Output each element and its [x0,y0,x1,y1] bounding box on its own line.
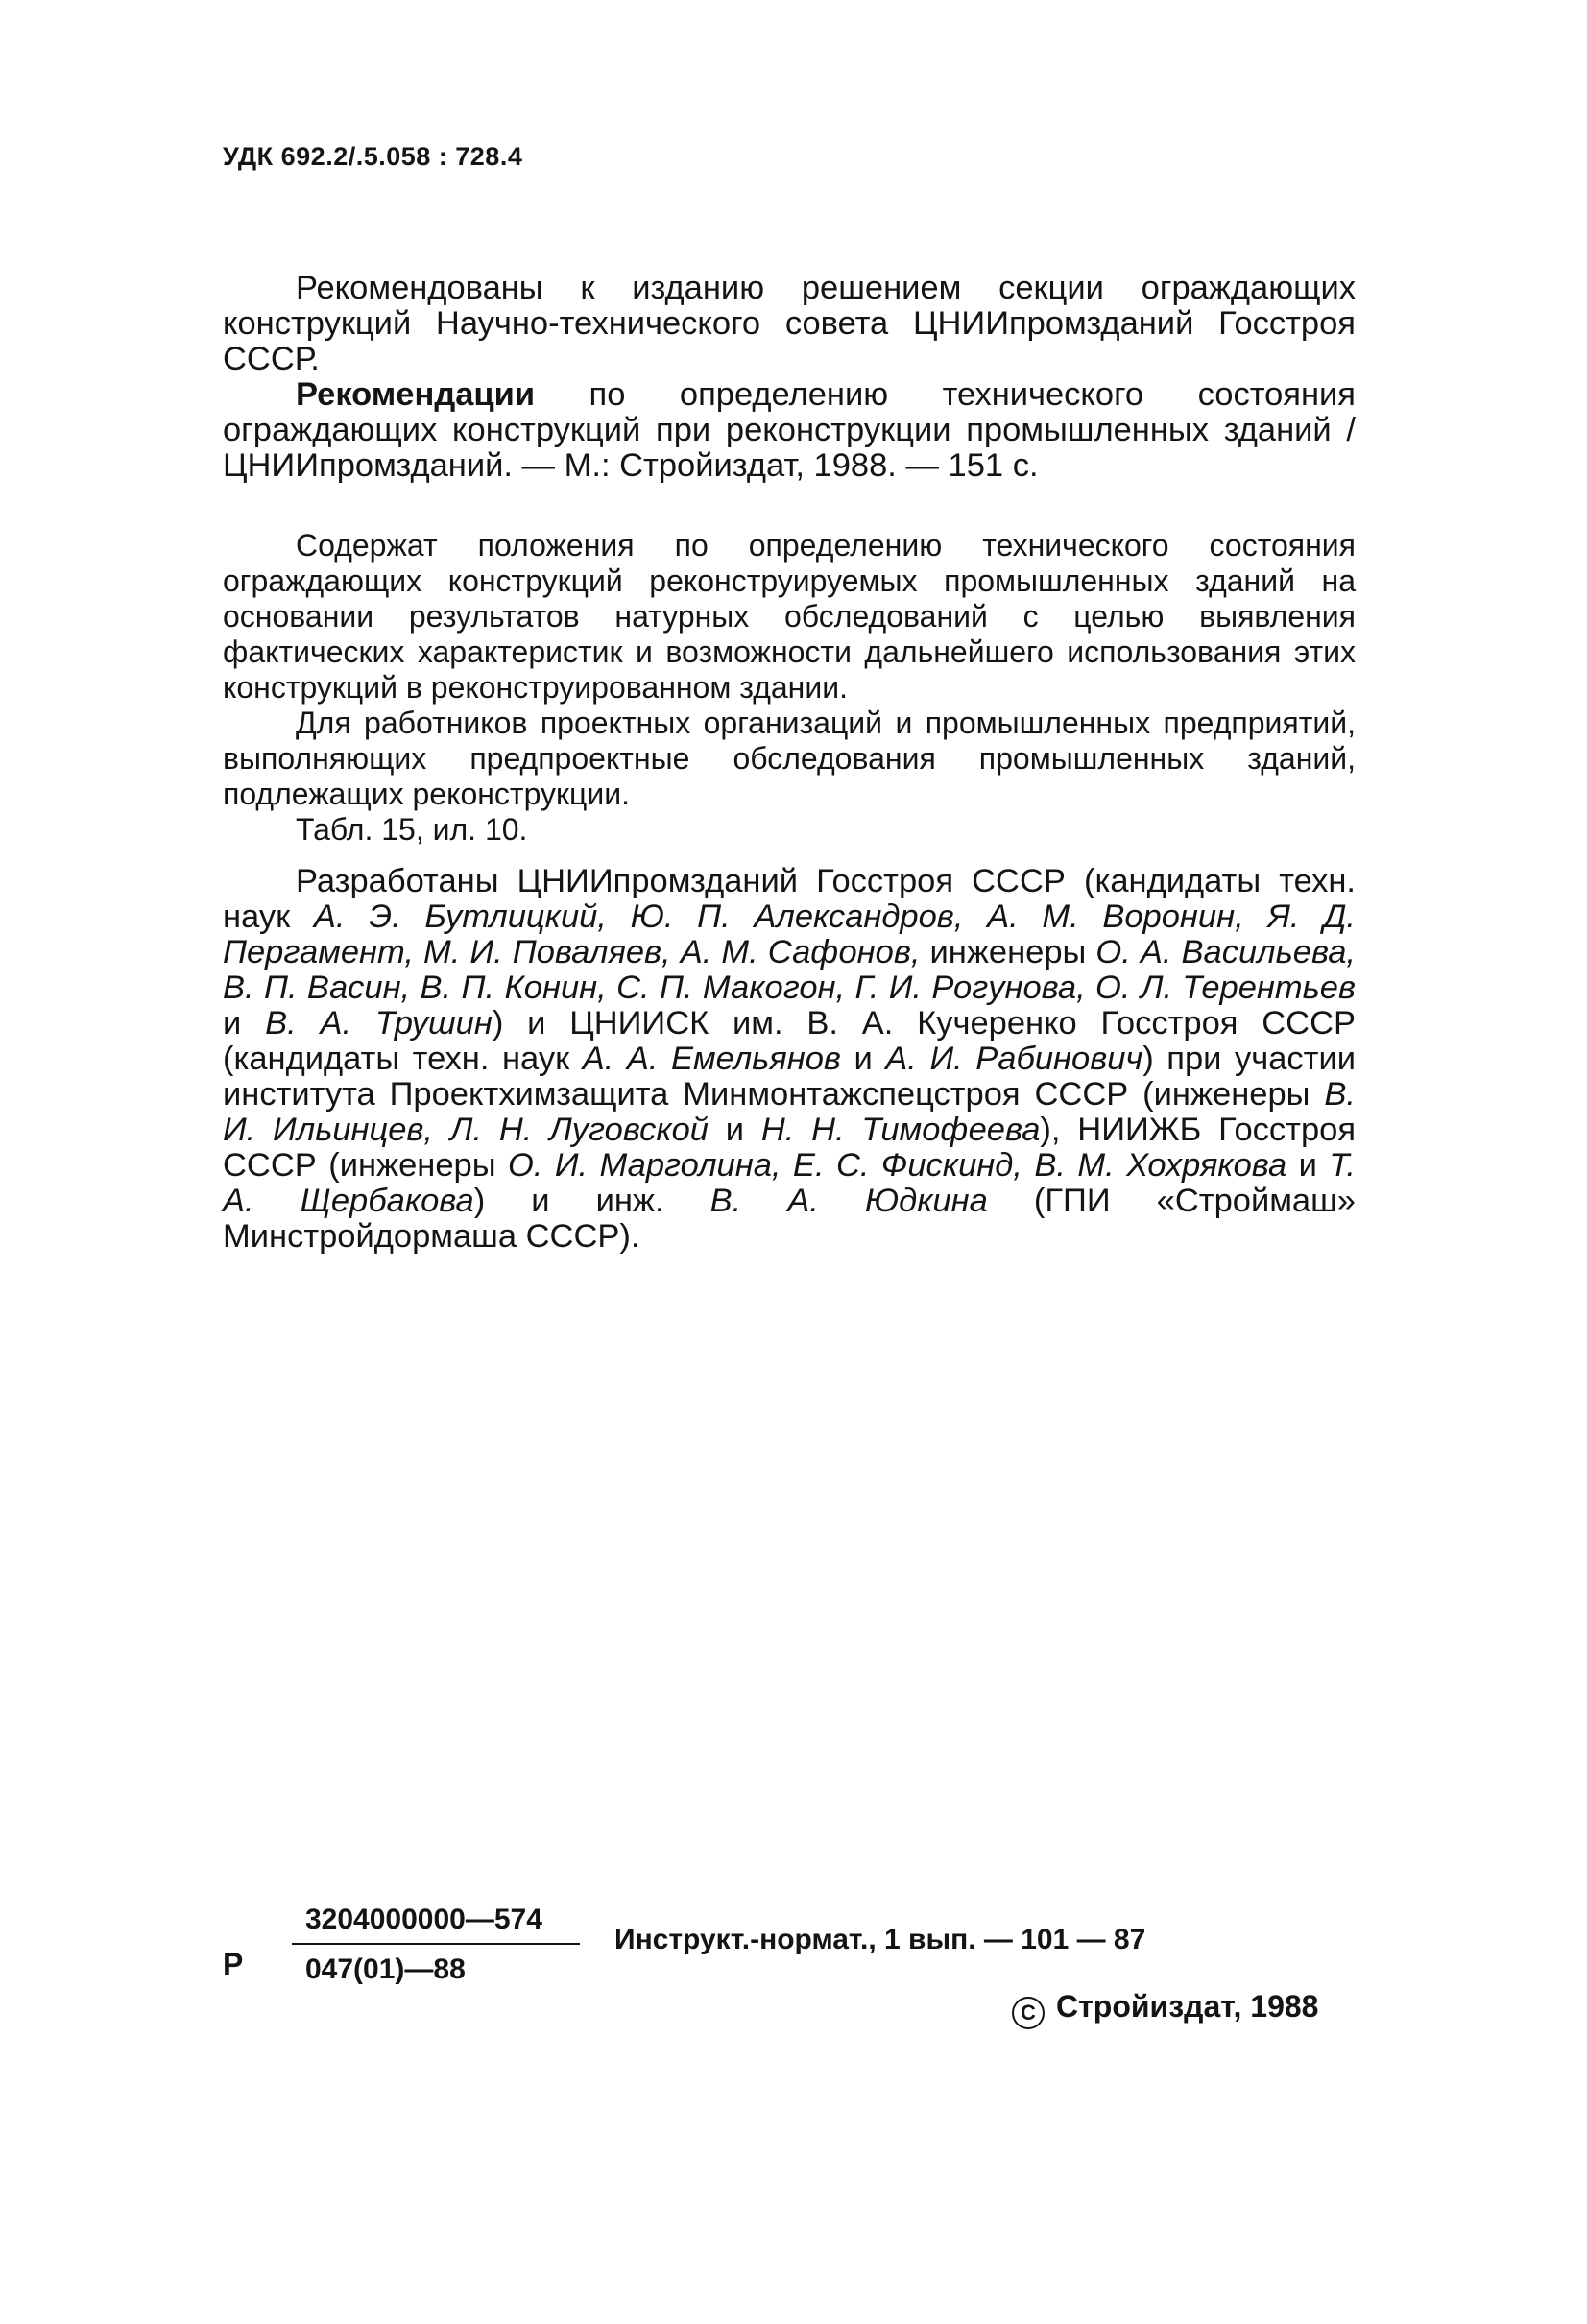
author-names: А. А. Емельянов [582,1041,841,1077]
bibliography-title: Рекомендации [296,376,536,413]
copyright-icon: C [1012,1997,1045,2029]
imprint-instruction: Инструкт.-нормат., 1 вып. — 101 — 87 [614,1924,1146,1955]
annotation-block [223,528,1356,848]
copyright-line [1012,1989,1318,2029]
copyright-text: Стройиздат, 1988 [1056,1989,1319,2024]
approval-block [223,271,1356,484]
annotation-tables: Табл. 15, ил. 10. [296,812,528,847]
authors-text: ) и ЦНИИСК им. В. А. Кучеренко Госстроя СССР (кандидаты техн. наук [223,1005,1356,1077]
approval-text: Рекомендованы к изданию решением секции ограждающих конструкций Научно-технического совета ЦНИИпромзданий Госстроя СССР. [223,270,1356,377]
imprint-fraction [292,1901,580,1989]
bibliographic-record [223,377,1356,484]
author-names: А. Э. Бутлицкий, Ю. П. Александров, А. М. Воронин, Я. Д. Пергамент, М. И. Поваляев, А. М. Сафонов, [223,898,1356,970]
author-names: А. И. Рабинович [885,1041,1143,1077]
authors-paragraph [223,864,1356,1255]
udk-code: УДК 692.2/.5.058 : 728.4 [223,142,523,171]
imprint-letter: Р [223,1947,244,1981]
author-names: В. А. Юдкина [709,1183,988,1219]
authors-text: и [840,1041,886,1077]
imprint-numerator: 3204000000—574 [305,1904,542,1935]
annotation-summary: Содержат положения по определению технического состояния ограждающих конструкций реконструируемых промышленных зданий на основании результатов натурных обследований с целью выявления фактических характеристик и возможности дальнейшего использования этих конструкций в реконструированном здании. [223,528,1356,705]
annotation-audience: Для работников проектных организаций и промышленных предприятий, выполняющих предпроектные обследования промышленных зданий, подлежащих реконструкции. [223,706,1356,811]
author-names: В. А. Трушин [265,1005,493,1042]
authors-text: ) и инж. [473,1183,710,1219]
imprint-denominator: 047(01)—88 [305,1953,466,1985]
authors-block [223,864,1356,1255]
fraction-line [292,1943,580,1945]
authors-text: (ГПИ «Строймаш» Минстройдормаша СССР). [223,1183,1356,1255]
authors-text: и [223,1005,266,1042]
author-names: О. И. Марголина, Е. С. Фискинд, В. М. Хохрякова [507,1147,1287,1184]
authors-text: ) при участии института Проектхимзащита Минмонтажспецстроя СССР (инженеры [223,1041,1356,1113]
author-names: О. А. Васильева, В. П. Васин, В. П. Конин, С. П. Макогон, Г. И. Рогунова, О. Л. Терентьев [223,934,1356,1006]
author-names: В. И. Ильинцев, Л. Н. Луговской [223,1076,1356,1148]
authors-text: и [709,1112,761,1148]
authors-text: Разработаны ЦНИИпромзданий Госстроя СССР (кандидаты техн. наук [223,863,1356,935]
bibliography-rest: по определению технического состояния ограждающих конструкций при реконструкции промышленных зданий /ЦНИИпромзданий. — М.: Стройиздат, 1988. — 151 с. [223,376,1356,484]
authors-text: инженеры [920,934,1096,970]
imprint-block [223,1901,1356,2054]
author-names: Н. Н. Тимофеева [760,1112,1041,1148]
authors-text: и [1286,1147,1330,1184]
author-names: Т. А. Щербакова [223,1147,1356,1219]
authors-text: ), НИИЖБ Госстроя СССР (инженеры [223,1112,1356,1184]
